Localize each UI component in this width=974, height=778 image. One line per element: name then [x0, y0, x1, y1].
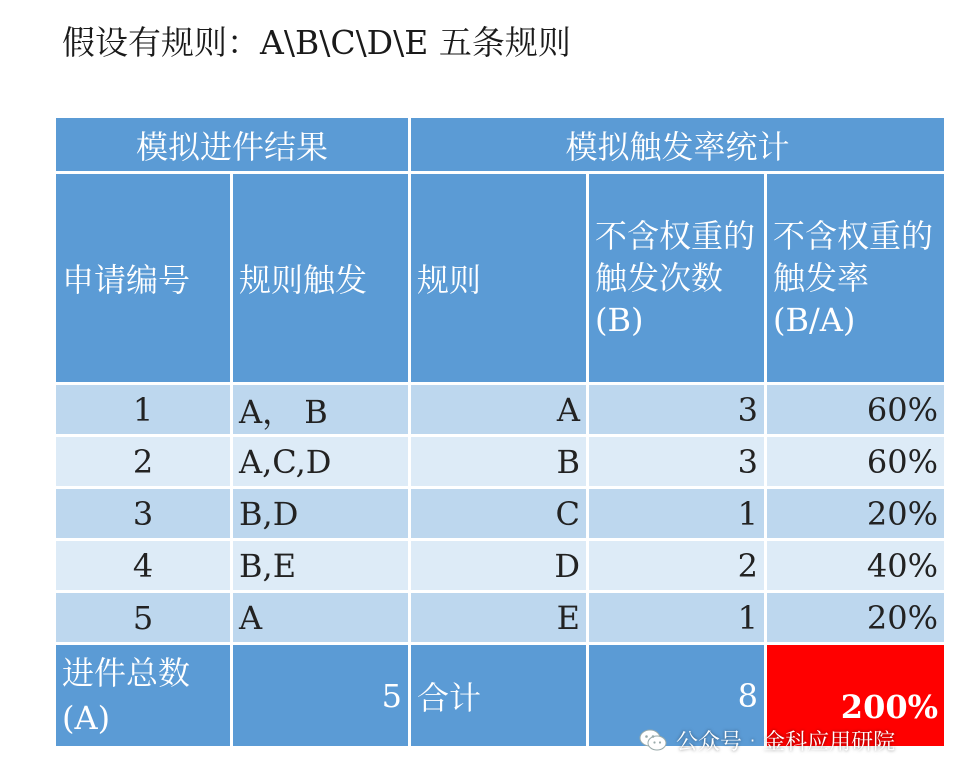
sum-count: 8	[589, 645, 764, 746]
watermark-separator: ·	[750, 730, 756, 750]
table-row	[56, 489, 944, 538]
wechat-icon	[638, 727, 668, 753]
cell-rule: B	[411, 437, 586, 486]
cell-app-no: 2	[56, 437, 230, 486]
cell-rate: 40%	[767, 541, 944, 590]
cell-rule-hit: A， B	[233, 385, 408, 434]
column-header-row	[56, 174, 944, 382]
cell-app-no: 1	[56, 385, 230, 434]
cell-rule-hit: B,E	[233, 541, 408, 590]
col-header-rule: 规则	[417, 261, 482, 299]
cell-rule-hit: A	[233, 593, 408, 642]
watermark	[638, 722, 895, 758]
cell-count: 2	[589, 541, 764, 590]
cell-rate: 60%	[767, 437, 944, 486]
cell-app-no: 3	[56, 489, 230, 538]
table-row	[56, 541, 944, 590]
cell-rate: 20%	[767, 593, 944, 642]
col-header-trigger-rate: 不含权重的触发率(B/A)	[773, 217, 934, 339]
cell-count: 3	[589, 385, 764, 434]
col-header-trigger-count: 不含权重的触发次数(B)	[595, 217, 756, 339]
col-header-app-no: 申请编号	[62, 261, 191, 299]
cell-rule: E	[411, 593, 586, 642]
table-row	[56, 593, 944, 642]
rule-trigger-table	[53, 115, 947, 749]
cell-count: 1	[589, 489, 764, 538]
table-row	[56, 385, 944, 434]
page-title: 假设有规则：A\B\C\D\E 五条规则	[62, 23, 571, 62]
watermark-account-name: 金科应用研院	[763, 729, 896, 755]
cell-rule-hit: B,D	[233, 489, 408, 538]
cell-rate: 60%	[767, 385, 944, 434]
table-row	[56, 437, 944, 486]
sum-label: 合计	[411, 645, 586, 746]
group-header-rate-statistics: 模拟触发率统计	[565, 127, 790, 166]
cell-rule: A	[411, 385, 586, 434]
cell-rule: D	[411, 541, 586, 590]
cell-rule: C	[411, 489, 586, 538]
cell-app-no: 4	[56, 541, 230, 590]
sum-rate: 200%	[767, 645, 944, 746]
total-applications-value: 5	[233, 645, 408, 746]
watermark-account-label: 公众号	[676, 729, 743, 755]
cell-app-no: 5	[56, 593, 230, 642]
total-applications-label: 进件总数(A)	[56, 645, 230, 746]
cell-rule-hit: A,C,D	[233, 437, 408, 486]
cell-rate: 20%	[767, 489, 944, 538]
group-header-simulated-results: 模拟进件结果	[135, 127, 328, 166]
cell-count: 3	[589, 437, 764, 486]
col-header-rule-hit: 规则触发	[239, 261, 368, 299]
cell-count: 1	[589, 593, 764, 642]
group-header-row	[56, 118, 944, 171]
